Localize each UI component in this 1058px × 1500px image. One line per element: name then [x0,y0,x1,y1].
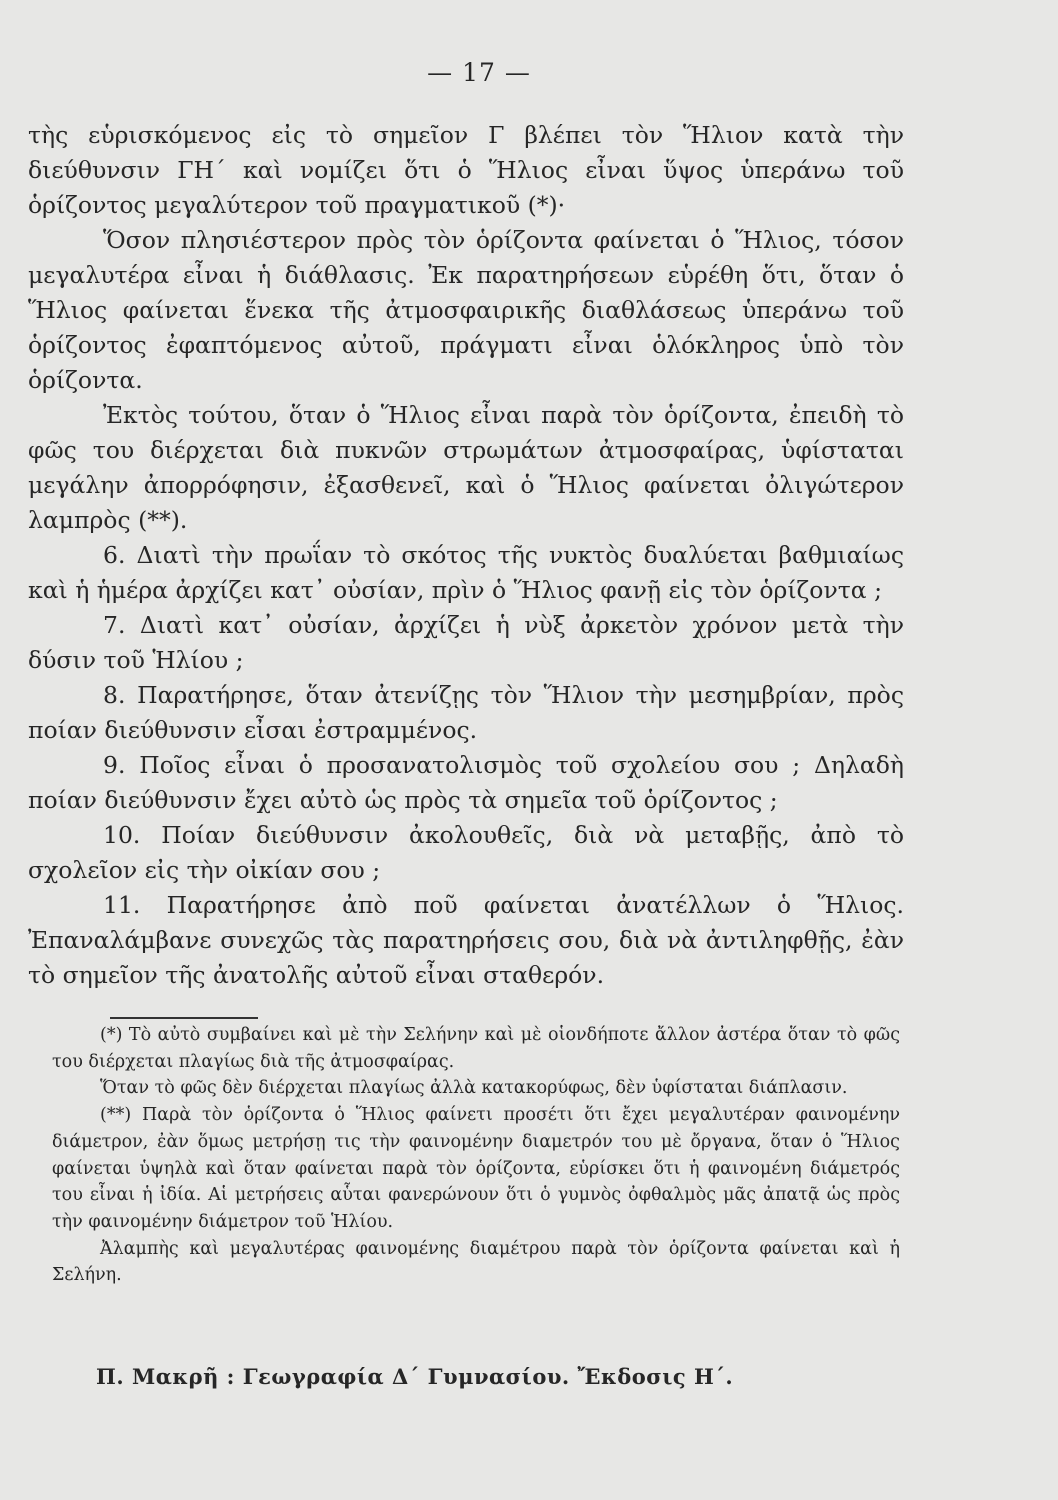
paragraph: Ὅσον πλησιέστερον πρὸς τὸν ὁρίζοντα φαίνεται ὁ Ἥλιος, τόσον μεγαλυτέρα εἶναι ἡ διάθλασις. Ἐκ παρατηρήσεων εὑρέθη ὅτι, ὅταν ὁ Ἥλιος φαίνεται ἕνεκα τῆς ἀτμοσφαιρικῆς διαθλάσεως ὑπεράνω τοῦ ὁρίζοντος ἐφαπτόμενος αὐτοῦ, πράγματι εἶναι ὁλόκληρος ὑπὸ τὸν ὁρίζοντα. [28,226,904,394]
imprint-line: Π. Μακρῆ : Γεωγραφία Δ΄ Γυμνασίου. Ἔκδοσις Η΄. [96,1364,734,1389]
footnote: Ἀλαμπὴς καὶ μεγαλυτέρας φαινομένης διαμέτρου παρὰ τὸν ὁρίζοντα φαίνεται καὶ ἡ Σελήνη. [52,1238,900,1286]
page-number: — 17 — [427,58,531,87]
paragraph: Ἐκτὸς τούτου, ὅταν ὁ Ἥλιος εἶναι παρὰ τὸν ὁρίζοντα, ἐπειδὴ τὸ φῶς του διέρχεται διὰ πυκνῶν στρωμάτων ἀτμοσφαίρας, ὑφίσταται μεγάλην ἀπορρόφησιν, ἐξασθενεῖ, καὶ ὁ Ἥλιος φαίνεται ὀλιγώτερον λαμπρὸς (**). [28,401,904,534]
question-9: 9. Ποῖος εἶναι ὁ προσανατολισμὸς τοῦ σχολείου σου ; Δηλαδὴ ποίαν διεύθυνσιν ἔχει αὐτὸ ὡς πρὸς τὰ σημεῖα τοῦ ὁρίζοντος ; [28,751,904,814]
paragraph: τὴς εὑρισκόμενος εἰς τὸ σημεῖον Γ βλέπει τὸν Ἥλιον κατὰ τὴν διεύθυνσιν ΓΗ΄ καὶ νομίζει ὅτι ὁ Ἥλιος εἶναι ὕψος ὑπεράνω τοῦ ὁρίζοντος μεγαλύτερον τοῦ πραγματικοῦ (*)· [28,121,904,219]
question-11: 11. Παρατήρησε ἀπὸ ποῦ φαίνεται ἀνατέλλων ὁ Ἥλιος. Ἐπαναλάμβανε συνεχῶς τὰς παρατηρήσεις σου, διὰ νὰ ἀντιληφθῇς, ἐὰν τὸ σημεῖον τῆς ἀνατολῆς αὐτοῦ εἶναι σταθερόν. [28,891,904,989]
footnote: (*) Τὸ αὐτὸ συμβαίνει καὶ μὲ τὴν Σελήνην καὶ μὲ οἱονδήποτε ἄλλον ἀστέρα ὅταν τὸ φῶς του διέρχεται πλαγίως διὰ τῆς ἀτμοσφαίρας. [52,1025,900,1072]
footnote-divider [110,1017,258,1019]
footnote: Ὅταν τὸ φῶς δὲν διέρχεται πλαγίως ἀλλὰ κατακορύφως, δὲν ὑφίσταται διάπλασιν. [100,1078,848,1099]
question-6: 6. Διατὶ τὴν πρωΐαν τὸ σκότος τῆς νυκτὸς δυαλύεται βαθμιαίως καὶ ἡ ἡμέρα ἀρχίζει κατ᾿ οὐσίαν, πρὶν ὁ Ἥλιος φανῇ εἰς τὸν ὁρίζοντα ; [28,541,904,604]
footnote: (**) Παρὰ τὸν ὁρίζοντα ὁ Ἥλιος φαίνετι προσέτι ὅτι ἔχει μεγαλυτέραν φαινομένην διάμετρον, ἐὰν ὅμως μετρήσῃ τις τὴν φαινομένην διαμετρόν του μὲ ὄργανα, ὅταν ὁ Ἥλιος φαίνεται ὑψηλὰ καὶ ὅταν φαίνεται παρὰ τὸν ὁρίζοντα, εὑρίσκει ὅτι ἡ φαινομένη διάμετρός του εἶναι ἡ ἰδία. Αἱ μετρήσεις αὗται φανερώνουν ὅτι ὁ γυμνὸς ὀφθαλμὸς μᾶς ἀπατᾷ ὡς πρὸς τὴν φαινομένην διάμετρον τοῦ Ἡλίου. [52,1105,900,1232]
footnotes [52,1022,900,1289]
question-8: 8. Παρατήρησε, ὅταν ἀτενίζῃς τὸν Ἥλιον τὴν μεσημβρίαν, πρὸς ποίαν διεύθυνσιν εἶσαι ἐστραμμένος. [28,681,904,744]
main-text [28,118,904,993]
question-10: 10. Ποίαν διεύθυνσιν ἀκολουθεῖς, διὰ νὰ μεταβῇς, ἀπὸ τὸ σχολεῖον εἰς τὴν οἰκίαν σου ; [28,821,904,884]
question-7: 7. Διατὶ κατ᾿ οὐσίαν, ἀρχίζει ἡ νὺξ ἀρκετὸν χρόνον μετὰ τὴν δύσιν τοῦ Ἡλίου ; [28,611,904,674]
